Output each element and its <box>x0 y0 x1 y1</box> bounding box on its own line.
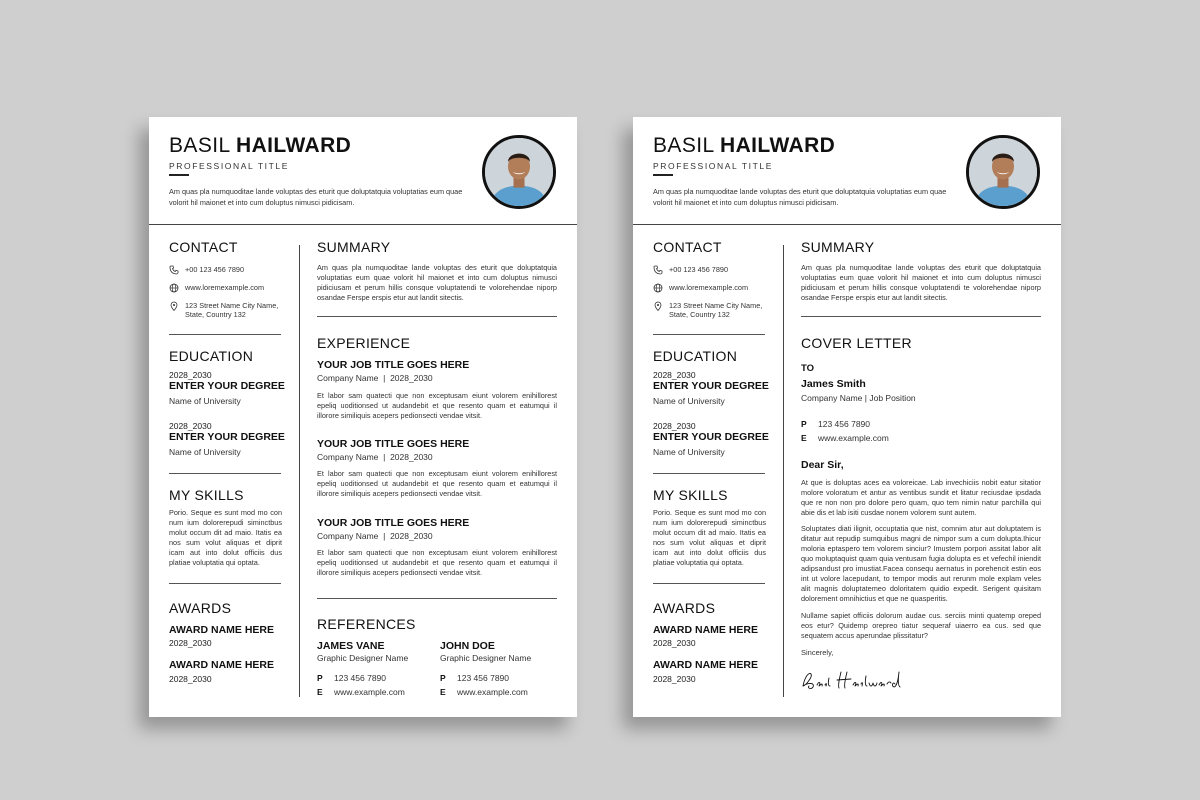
job-years: 2028_2030 <box>390 531 433 541</box>
job-meta: Company Name | 2028_2030 <box>317 373 433 383</box>
education-years: 2028_2030 <box>169 370 212 380</box>
contact-phone <box>653 265 728 275</box>
skills-heading: MY SKILLS <box>653 487 728 503</box>
greeting: Dear Sir, <box>801 459 844 471</box>
education-university: Name of University <box>653 447 725 457</box>
award-name: AWARD NAME HERE <box>169 624 275 636</box>
email-label: E <box>801 433 807 443</box>
to-label: TO <box>801 363 815 374</box>
award-years: 2028_2030 <box>653 674 696 684</box>
phone-value: 123 456 7890 <box>457 673 509 683</box>
email-label: E <box>317 687 323 697</box>
reference-name: JOHN DOE <box>440 640 495 652</box>
education-years: 2028_2030 <box>653 421 696 431</box>
award-years: 2028_2030 <box>169 638 212 648</box>
summary-text: Am quas pla numquoditae lande voluptas des eturit que doluptatquia voluptatias eum quae volorit hil maionet et into cum doluptus nimusci pidiciusam et perum hillis consque voluptatendi te volorehendae niporp osandae Ferspe erspis etur aut landit sitectis. <box>801 263 1041 302</box>
education-degree: ENTER YOUR DEGREE <box>653 431 769 443</box>
globe-icon <box>169 283 179 293</box>
location-pin-icon <box>653 301 663 311</box>
reference-email <box>440 687 528 697</box>
phone-icon <box>169 265 179 275</box>
education-years: 2028_2030 <box>653 370 696 380</box>
reference-email <box>317 687 405 697</box>
job-description: Et labor sam quatecti que non exceptusam eiunt volorem enihillorest epeliq uoditionsed ut audandebit et que resento quam et eatumqui il illorore similiquis acepers pedionsecti vendae vitsit. <box>317 469 557 498</box>
education-heading: EDUCATION <box>653 348 738 364</box>
contact-heading: CONTACT <box>169 239 238 255</box>
awards-heading: AWARDS <box>169 600 232 616</box>
job-title: YOUR JOB TITLE GOES HERE <box>317 438 470 450</box>
award-years: 2028_2030 <box>169 674 212 684</box>
column-divider <box>783 245 784 697</box>
reference-phone <box>440 673 509 683</box>
letter-paragraph: Nullame sapiet officiis dolorum audae cus. serciis minti quatemp oreped eos etur? Quidemp orepreo tiatur sequeraf uiaerro ea cus. sed que sequatem accus aperundae plissitatur? <box>801 611 1041 640</box>
award-years: 2028_2030 <box>653 638 696 648</box>
award-name: AWARD NAME HERE <box>169 659 275 671</box>
recipient-company: Company Name | Job Position <box>801 393 916 403</box>
contact-heading: CONTACT <box>653 239 722 255</box>
skills-text: Porio. Seque es sunt mod mo con num ium dolorerepudi siminctbus molut occum dit ad maio. Itatis ea nos sum volut aliquas et diprit icam aut into dolut officiis dus platiae voluptatia qui optata. <box>653 508 766 567</box>
skills-text: Porio. Seque es sunt mod mo con num ium dolorerepudi siminctbus molut occum dit ad maio. Itatis ea nos sum volut aliquas et diprit icam aut into dolut officiis dus platiae voluptatia qui optata. <box>169 508 282 567</box>
contact-website <box>653 283 748 293</box>
website-text: www.loremexample.com <box>669 283 749 292</box>
job-description: Et labor sam quatecti que non exceptusam eiunt volorem enihillorest epeliq uoditionsed ut audandebit et que resento quam et eatumqui il illorore similiquis acepers pedionsecti vendae vitsit. <box>317 548 557 577</box>
resume-name: BASIL HAILWARD <box>653 134 836 157</box>
phone-label: P <box>801 419 807 429</box>
address-text: 123 Street Name City Name, State, Country 132 <box>669 301 763 319</box>
job-years: 2028_2030 <box>390 373 433 383</box>
professional-title: PROFESSIONAL TITLE <box>169 161 289 171</box>
phone-value: 123 456 7890 <box>334 673 386 683</box>
signature <box>799 666 909 694</box>
contact-website <box>169 283 264 293</box>
recipient-phone <box>801 419 870 429</box>
award-name: AWARD NAME HERE <box>653 624 759 636</box>
phone-icon <box>653 265 663 275</box>
contact-phone <box>169 265 244 275</box>
summary-text: Am quas pla numquoditae lande voluptas des eturit que doluptatquia voluptatias eum quae volorit hil maionet et into cum doluptus nimusci pidiciusam et perum hillis consque voluptatendi te volorehendae niporp osandae Ferspe erspis etur aut landit sitectis. <box>317 263 557 302</box>
divider <box>801 316 1041 317</box>
company-name: Company Name <box>317 531 379 541</box>
cover-letter-header <box>633 117 1061 225</box>
reference-phone <box>317 673 386 683</box>
job-years: 2028_2030 <box>390 452 433 462</box>
divider <box>169 583 281 584</box>
divider <box>653 583 765 584</box>
reference-name: JAMES VANE <box>317 640 385 652</box>
company-name: Company Name <box>317 373 379 383</box>
email-value: www.example.com <box>457 687 528 697</box>
job-title: YOUR JOB TITLE GOES HERE <box>317 359 470 371</box>
company-name: Company Name <box>317 452 379 462</box>
education-years: 2028_2030 <box>169 421 212 431</box>
email-value: www.example.com <box>818 433 889 443</box>
profile-photo <box>482 135 556 209</box>
phone-text: +00 123 456 7890 <box>669 265 729 274</box>
closing: Sincerely, <box>801 648 834 657</box>
phone-text: +00 123 456 7890 <box>185 265 245 274</box>
education-heading: EDUCATION <box>169 348 254 364</box>
divider <box>653 334 765 335</box>
phone-label: P <box>317 673 323 683</box>
reference-role: Graphic Designer Name <box>317 653 409 663</box>
references-heading: REFERENCES <box>317 616 416 632</box>
resume-page <box>149 117 577 717</box>
contact-address <box>653 301 771 319</box>
resume-name: BASIL HAILWARD <box>169 134 352 157</box>
phone-label: P <box>440 673 446 683</box>
divider <box>317 598 557 599</box>
intro-text: Am quas pla numquoditae lande voluptas des eturit que doluptatquia voluptatias eum quae volorit hil maionet et into cum doluptus nimusci pidicisam. <box>653 187 947 207</box>
summary-heading: SUMMARY <box>801 239 875 255</box>
education-degree: ENTER YOUR DEGREE <box>169 431 285 443</box>
title-underline <box>653 174 673 176</box>
job-title: YOUR JOB TITLE GOES HERE <box>317 517 470 529</box>
divider <box>169 334 281 335</box>
phone-value: 123 456 7890 <box>818 419 870 429</box>
divider <box>169 473 281 474</box>
location-pin-icon <box>169 301 179 311</box>
skills-heading: MY SKILLS <box>169 487 244 503</box>
email-value: www.example.com <box>334 687 405 697</box>
recipient-email <box>801 433 889 443</box>
education-university: Name of University <box>169 396 241 406</box>
divider <box>317 316 557 317</box>
website-text: www.loremexample.com <box>185 283 265 292</box>
job-description: Et labor sam quatecti que non exceptusam eiunt volorem enihillorest epeliq uoditionsed ut audandebit et que resento quam et eatumqui il illorore similiquis acepers pedionsecti vendae vitsit. <box>317 391 557 420</box>
education-degree: ENTER YOUR DEGREE <box>653 380 769 392</box>
cover-letter-heading: COVER LETTER <box>801 335 912 351</box>
cover-letter-page <box>633 117 1061 717</box>
letter-paragraph: Soluptates diati ilignit, occuptatia que nist, comnim atur aut doluptatem is ditatur aut repudip sumquibus magni de nimpor sum a cum dolupta.Ihicur moloria eptaspero tem volorem sinciur? Imustem porpori assitat labor alit quo moluptaquist quam quia ventusam fugia dolupta es et vefechil iniendit adipsandust pro imustiat.Facea consequ aernatus in porehencit estin eos int ut volore lacepudant, to tempor modis aut rerunm mole explam veles alit magnis doluptatemeo doloritatem quidio expedit. Serigent quisitam dolorement omnihictius et que ne quasperitis. <box>801 524 1041 603</box>
education-university: Name of University <box>169 447 241 457</box>
recipient-name: James Smith <box>801 378 866 390</box>
job-meta: Company Name | 2028_2030 <box>317 452 433 462</box>
contact-address <box>169 301 287 319</box>
globe-icon <box>653 283 663 293</box>
column-divider <box>299 245 300 697</box>
title-underline <box>169 174 189 176</box>
reference-role: Graphic Designer Name <box>440 653 532 663</box>
letter-paragraph: At que is doluptas aces ea voloreicae. Lab invechiciis nobit eatur sitatior molore voloratum et antur as ventibus sundit et litatur reciusdae ipsdada que re non non pro dolore pero quam, quo tem nimin natur parchilla qui abie dis et lab isiti cusdae nonem volorem sunt autem. <box>801 478 1041 517</box>
profile-photo <box>966 135 1040 209</box>
awards-heading: AWARDS <box>653 600 716 616</box>
summary-heading: SUMMARY <box>317 239 391 255</box>
experience-heading: EXPERIENCE <box>317 335 411 351</box>
divider <box>653 473 765 474</box>
education-university: Name of University <box>653 396 725 406</box>
job-meta: Company Name | 2028_2030 <box>317 531 433 541</box>
award-name: AWARD NAME HERE <box>653 659 759 671</box>
address-text: 123 Street Name City Name, State, Country 132 <box>185 301 279 319</box>
professional-title: PROFESSIONAL TITLE <box>653 161 773 171</box>
education-degree: ENTER YOUR DEGREE <box>169 380 285 392</box>
email-label: E <box>440 687 446 697</box>
intro-text: Am quas pla numquoditae lande voluptas des eturit que doluptatquia voluptatias eum quae volorit hil maionet et into cum doluptus nimusci pidicisam. <box>169 187 463 207</box>
resume-header <box>149 117 577 225</box>
